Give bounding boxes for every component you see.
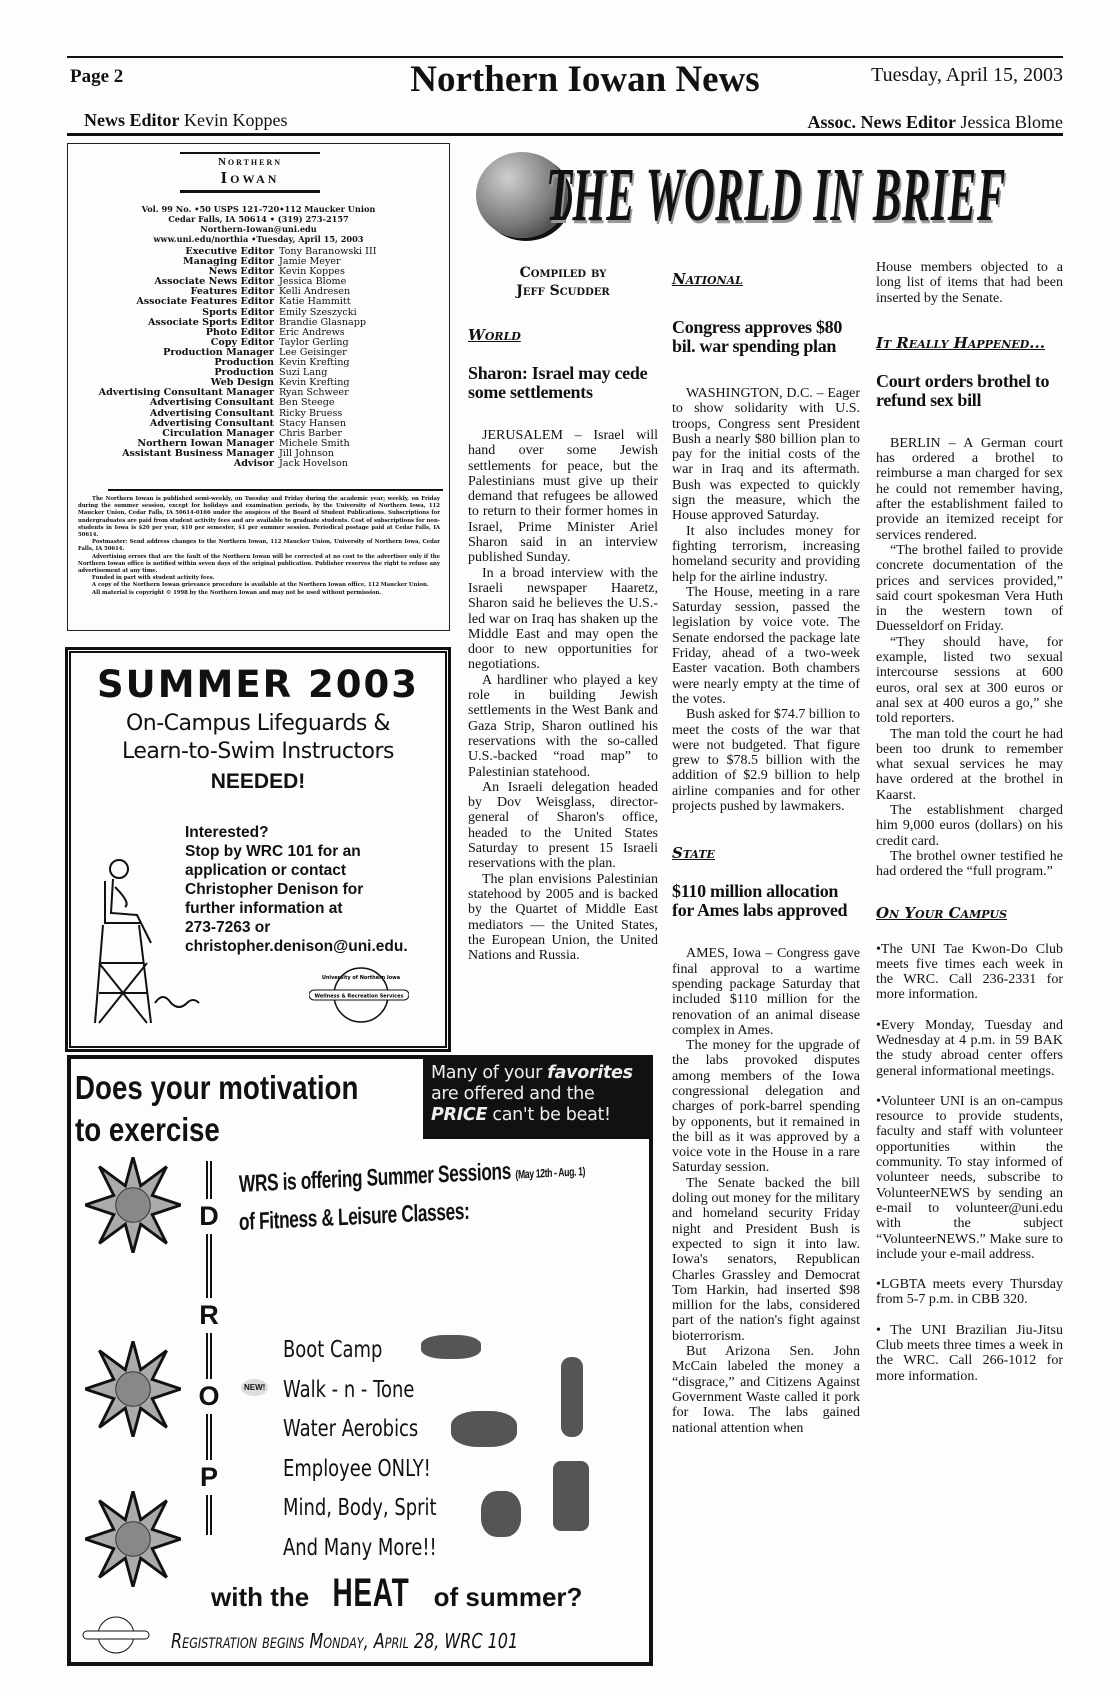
offer-line-1	[239, 1154, 586, 1199]
staff-role: News Editor	[208, 266, 274, 278]
ad-subtitle-2: Learn-to-Swim Instructors	[121, 739, 395, 764]
summer-lifeguard-ad	[66, 648, 450, 1051]
ad-email: christopher.denison@uni.edu.	[185, 938, 408, 955]
staff-name: Emily Szeszycki	[279, 306, 357, 318]
class-item: Employee ONLY!	[283, 1455, 431, 1482]
staff-role: Advertising Consultant	[149, 417, 274, 429]
staff-name: Taylor Gerling	[279, 336, 349, 348]
drop-letter: O	[198, 1381, 220, 1411]
staff-name: Kelli Andresen	[279, 286, 351, 298]
notice-paragraph: Advertising errors that are the fault of the Northern Iowan will be corrected at no cost to the advertiser only if the Northern Iowan office is notified within seven days of the original publication. Publisher reserves the right to refuse any advertisement at any time.	[78, 553, 440, 575]
staff-name: Lee Geisinger	[279, 346, 347, 358]
ad-subtitle-1: On-Campus Lifeguards &	[125, 711, 391, 736]
staff-role: Production	[214, 367, 274, 379]
staff-role: Northern Iowan Manager	[137, 437, 274, 449]
article-paragraph: The man told the court he had been too drunk to remember what sexual services he may have ordered at the brothel in Kaarst.	[876, 726, 1063, 803]
ad-contact-text	[185, 823, 440, 956]
headline-national: Congress approves $80 bil. war spending plan	[672, 317, 843, 356]
staff-role: Assistant Business Manager	[122, 447, 274, 459]
news-editor-label: News Editor	[84, 110, 180, 130]
price-callout	[423, 1059, 649, 1139]
class-item: Mind, Body, Sprit	[283, 1495, 437, 1521]
column-national-state	[672, 270, 860, 1436]
runner-clipart	[561, 1357, 583, 1437]
article-paragraph: The plan envisions Palestinian statehood by 2005 and is backed by the Quartet of Middle East mediators — the United States, the European Union, the United Nations and Russia.	[468, 871, 658, 964]
callout-text: are offered and the	[431, 1084, 595, 1104]
logo-line-2: Iowan	[220, 168, 280, 187]
ad-needed: NEEDED!	[210, 770, 306, 793]
article-paragraph: The establishment charged him 9,000 euros (dollars) on his credit card.	[876, 803, 1063, 849]
info-line: Cedar Falls, IA 50614 • (319) 273-2157	[168, 214, 349, 224]
section-title: THE WORLD IN BRIEF	[546, 153, 1006, 237]
staff-name: Michele Smith	[279, 437, 350, 449]
callout-emphasis: favorites	[547, 1063, 633, 1083]
heat-word: HEAT	[332, 1571, 410, 1615]
staff-role: Production	[214, 357, 274, 369]
water-aerobics-clipart	[451, 1411, 517, 1447]
lifeguard-chair-illustration	[91, 853, 201, 1033]
article-paragraph: AMES, Iowa – Congress gave final approval to a wartime spending package Saturday that included $110 million for the renovation of an animal disease complex in Ames.	[672, 946, 860, 1038]
byline-label: Compiled by	[519, 265, 607, 281]
ad-headline-line-2: to exercise	[75, 1111, 220, 1148]
column-odd-campus	[876, 260, 1063, 1399]
staff-name: Eric Andrews	[279, 326, 345, 338]
heat-text: with the	[211, 1582, 310, 1612]
column-world	[468, 264, 658, 963]
article-paragraph: An Israeli delegation headed by Dov Weisglass, director-general of Sharon's office, headed to the United States Saturday to present 15 Israeli reservations with the plan.	[468, 779, 658, 872]
staff-name: Brandie Glasnapp	[279, 316, 367, 328]
article-paragraph: It also includes money for fighting terrorism, increasing homeland security and providing help for the airline industry.	[672, 523, 860, 585]
class-item: And Many More!!	[283, 1534, 437, 1561]
ad-title: SUMMER 2003	[97, 663, 419, 706]
notice-paragraph: Funded in part with student activity fees.	[92, 575, 215, 582]
notice-paragraph: Postmaster: Send address changes to the Northern Iowan, 112 Maucker Union, University of Northern Iowa, Cedar Falls, IA 50614.	[78, 539, 440, 553]
drop-letter: R	[199, 1300, 219, 1330]
staff-role: Advertising Consultant	[149, 397, 274, 409]
notice-paragraph: All material is copyright © 1998 by the Northern Iowan and may not be used without permission.	[92, 589, 382, 596]
staff-role: Copy Editor	[210, 336, 274, 348]
assoc-editor-label: Assoc. News Editor	[807, 112, 957, 132]
article-national	[672, 386, 860, 814]
staff-name: Chris Barber	[279, 427, 342, 439]
article-paragraph: WASHINGTON, D.C. – Eager to show solidarity with U.S. troops, Congress sent President Bush a nearly $80 billion plan to pay for the initial costs of the war in Iraq and its aftermath. Bush was expected to quickly sign the measure, which the House approved Saturday.	[672, 386, 860, 524]
section-label-national: National	[672, 270, 743, 288]
campus-listings	[876, 942, 1063, 1384]
article-paragraph: A hardliner who played a key role in building Jewish settlements in the West Bank and Gaza Strip, Sharon outlined his reservations with the so-called U.S.-backed “road map” to Palestinian statehood.	[468, 672, 658, 780]
campus-listing: •Volunteer UNI is an on-campus resource to provide students, faculty and staff with volunteer opportunities within the community. To stay informed of volunteer needs, subscribe to VolunteerNEWS by sending an e-mail to volunteer@uni.edu with the subject “VolunteerNEWS.” Make sure to include your e-mail address.	[876, 1093, 1063, 1262]
staff-name: Ricky Bruess	[279, 407, 343, 419]
info-line: www.uni.edu/northia •Tuesday, April 15, 2003	[153, 234, 364, 244]
staff-name: Ryan Schweer	[279, 387, 349, 399]
masthead-logo	[180, 152, 320, 193]
staff-name: Kevin Koppes	[279, 266, 345, 278]
article-state	[672, 946, 860, 1436]
heat-text: of summer?	[433, 1582, 583, 1612]
class-item: Boot Camp	[283, 1337, 383, 1363]
staff-name: Suzi Lang	[279, 367, 328, 379]
sun-icon	[85, 1157, 181, 1253]
ad-line: Stop by WRC 101 for an	[185, 843, 361, 860]
staff-role: Associate News Editor	[154, 276, 274, 288]
masthead-info	[68, 204, 449, 244]
drop-vertical-word	[195, 1159, 223, 1537]
exercise-motivation-ad	[67, 1055, 653, 1666]
callout-price: PRICE	[431, 1105, 488, 1125]
article-paragraph: “They should have, for example, listed two sexual intercourse sessions at 600 euros, oral sex at 300 euros or anal sex at 400 euros a go,” she told reporters.	[876, 634, 1063, 727]
staff-name: Jessica Blome	[279, 276, 347, 288]
offer-text: WRS is offering Summer Sessions	[238, 1157, 512, 1198]
offer-dates: (May 12th - Aug. 1)	[515, 1164, 586, 1182]
sun-icon	[85, 1491, 181, 1587]
section-label-state: State	[672, 844, 715, 863]
wrs-seal-logo	[309, 965, 409, 1025]
class-item: Water Aerobics	[283, 1416, 419, 1442]
section-label-world: World	[468, 326, 521, 344]
staff-name: Jamie Meyer	[279, 256, 341, 268]
staff-role: Circulation Manager	[162, 427, 274, 439]
staff-role: Associate Sports Editor	[147, 316, 274, 328]
staff-role: Managing Editor	[183, 256, 274, 268]
article-paragraph: The House, meeting in a rare Saturday session, passed the legislation by voice vote. The Senate endorsed the package late Friday, ahead of a two-week Easter vacation. Both chambers were nearly empty at the time of the votes.	[672, 584, 860, 707]
headline-state: $110 million allocation for Ames labs approved	[672, 881, 848, 921]
staff-row	[68, 459, 449, 469]
drop-letter: D	[199, 1201, 219, 1231]
heat-tagline	[211, 1571, 582, 1616]
class-list	[283, 1331, 437, 1568]
offer-line-2: of Fitness & Leisure Classes:	[238, 1197, 470, 1236]
ad-headline-line-1: Does your motivation	[75, 1069, 359, 1106]
article-paragraph: Bush asked for $74.7 billion to meet the costs of the war that were not budgeted. That figure grew to $78.5 billion with the addition of $2.9 billion to help airline companies and for other projects pushed by lawmakers.	[672, 707, 860, 815]
header-rule	[67, 133, 1063, 136]
news-editor-credit	[84, 110, 287, 131]
class-item: Walk - n - Tone	[283, 1376, 415, 1403]
staff-role: Associate Features Editor	[136, 296, 274, 308]
article-paragraph: In a broad interview with the Israeli newspaper Haaretz, Sharon said he believes the U.S.-led war on Iraq has shaken up the Middle East and may open the door to new opportunities for negotiations.	[468, 565, 658, 673]
callout-text: can't be beat!	[487, 1105, 611, 1125]
boot-camp-clipart	[421, 1335, 481, 1359]
ad-line: further information at	[185, 900, 343, 917]
staff-role: Web Design	[210, 377, 274, 389]
notice-paragraph: A copy of the Northern Iowan grievance procedure is available at the Northern Iowan office, 112 Maucker Union.	[92, 582, 429, 589]
staff-name: Kevin Krefting	[279, 377, 350, 389]
staff-role: Advisor	[233, 457, 274, 469]
ad-headline	[75, 1067, 358, 1151]
campus-listing: •The UNI Tae Kwon-Do Club meets five times each week in the WRC. Call 236-2331 for more information.	[876, 941, 1063, 1003]
article-world	[468, 428, 658, 963]
article-paragraph: But Arizona Sen. John McCain labeled the money a “disgrace,” and Citizens Against Government Waste called it pork for Iowa. The labs gained national attention when	[672, 1344, 860, 1436]
staff-role: Advertising Consultant	[149, 407, 274, 419]
staff-role: Advertising Consultant Manager	[98, 387, 274, 399]
drop-letter: P	[199, 1462, 218, 1492]
section-label-odd: It Really Happened...	[876, 333, 1045, 352]
logo-line-1: Northern	[217, 156, 283, 168]
ad-line: Christopher Denison for	[185, 881, 364, 898]
new-badge: NEW!	[241, 1379, 268, 1396]
section-label-campus: On Your Campus	[876, 903, 1008, 922]
article-continuation: House members objected to a long list of items that had been inserted by the Senate.	[876, 260, 1063, 306]
staff-role: Features Editor	[190, 286, 274, 298]
staff-role: Sports Editor	[202, 306, 274, 318]
callout-text: Many of your	[431, 1063, 548, 1083]
info-line: Vol. 99 No. •50 USPS 121-720•112 Maucker Union	[141, 204, 376, 214]
staff-name: Stacy Hansen	[279, 417, 347, 429]
article-paragraph: The brothel owner testified he had ordered the “full program.”	[876, 848, 1063, 880]
treadmill-clipart	[553, 1461, 589, 1531]
staff-name: Kevin Krefting	[279, 357, 350, 369]
ad-line: 273-7263 or	[185, 919, 271, 936]
campus-listing: •LGBTA meets every Thursday from 5-7 p.m. in CBB 320.	[876, 1277, 1063, 1308]
staff-role: Executive Editor	[185, 246, 274, 257]
masthead-rule	[108, 489, 443, 491]
staff-name: Katie Hammitt	[279, 296, 351, 308]
page-number: Page 2	[70, 66, 124, 87]
campus-listing: •Every Monday, Tuesday and Wednesday at 4 p.m. in 59 BAK the study abroad center offers general informational meetings.	[876, 1017, 1063, 1079]
sun-icon	[85, 1341, 181, 1437]
staff-role: Photo Editor	[205, 326, 274, 338]
staff-name: Jack Hovelson	[279, 457, 348, 469]
wrs-seal-logo	[81, 1615, 151, 1655]
staff-role: Production Manager	[163, 346, 274, 358]
staff-name: Jill Johnson	[279, 447, 334, 459]
news-editor-name: Kevin Koppes	[184, 110, 288, 130]
ad-line: Interested?	[185, 824, 269, 841]
article-paragraph: “The brothel failed to provide concrete documentation of the prices and services provided,” said court spokesman Vera Huth in the western town of Duesseldorf on Friday.	[876, 542, 1063, 635]
article-odd	[876, 436, 1063, 880]
yoga-clipart	[481, 1491, 521, 1537]
publication-notice	[78, 496, 440, 597]
issue-date: Tuesday, April 15, 2003	[871, 64, 1063, 86]
staff-name: Ben Steege	[279, 397, 335, 409]
masthead-box	[67, 143, 450, 631]
headline-odd: Court orders brothel to refund sex bill	[876, 370, 1050, 410]
seal-top-text: University of Northern Iowa	[321, 975, 401, 981]
staff-list	[68, 247, 449, 469]
staff-row	[68, 398, 449, 408]
byline-author: Jeff Scudder	[516, 283, 610, 299]
article-paragraph: The Senate backed the bill doling out money for the military and homeland security Friday night and President Bush is expected to sign it into law. Iowa's senators, Republican Charles Grassley and Democrat Tom Harkin, had inserted $98 million for the labs, considered part of the nation's fight against bioterrorism.	[672, 1175, 860, 1344]
seal-text: Wellness & Recreation Services	[314, 993, 404, 1000]
notice-paragraph: The Northern Iowan is published semi-weekly, on Tuesday and Friday during the academic year; weekly, on Friday during the summer session, except for holidays and examination periods, by the University of Northern Iowa, 112 Maucker Union, Cedar Falls, IA 50614-0166 under the auspices of the Board of Student Publications. Subscriptions for undergraduates are paid from student activity fees and are available to graduate students. Cost of subscriptions for non-students in Iowa is $20 per year, $10 per semester, $1 per summer session. Periodical postage paid at Cedar Falls, IA 50614.	[78, 496, 440, 539]
info-line: Northern-Iowan@uni.edu	[200, 224, 317, 234]
campus-listing: • The UNI Brazilian Jiu-Jitsu Club meets three times a week in the WRC. Call 266-1012 for more information.	[876, 1322, 1063, 1384]
assoc-editor-credit	[808, 112, 1063, 133]
article-paragraph: The money for the upgrade of the labs provoked disputes among members of the Iowa congressional delegation and charges of pork-barrel spending by opponents, but it remained in the bill as it was approved by a voice vote in the House in a rare Saturday session.	[672, 1038, 860, 1176]
staff-name: Tony Baranowski III	[279, 246, 377, 257]
newspaper-title: Northern Iowan News	[410, 59, 760, 100]
article-paragraph: JERUSALEM – Israel will hand over some Jewish settlements for peace, but the Palestinians must give up their demand that refugees be allowed to return to their former homes in Israel, Prime Minister Ariel Sharon said in an interview published Sunday.	[468, 428, 658, 566]
byline	[468, 264, 658, 300]
article-paragraph: BERLIN – A German court has ordered a brothel to reimburse a man charged for sex he could not remember having, after the establishment failed to provide an itemized receipt for services rendered.	[876, 435, 1063, 543]
registration-info: Registration begins Monday, April 28, WRC 101	[171, 1629, 519, 1653]
headline-world: Sharon: Israel may cede some settlements	[468, 363, 648, 402]
assoc-editor-name: Jessica Blome	[960, 112, 1063, 132]
ad-line: application or contact	[185, 862, 347, 879]
